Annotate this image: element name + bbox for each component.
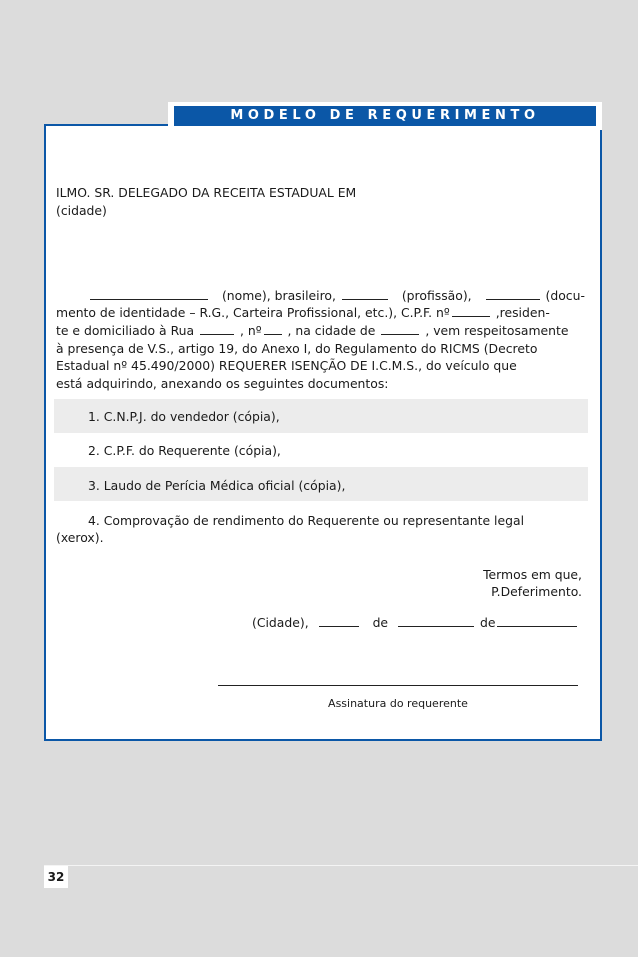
body-line-5: Estadual nº 45.490/2000) REQUERER ISENÇÃO DE I.C.M.S., do veículo que	[56, 358, 517, 373]
cpf-blank	[452, 315, 490, 317]
body-line-3: te e domiciliado à Rua , nº , na cidade de , vem respeitosamente	[56, 323, 569, 338]
body-line-2: mento de identidade – R.G., Carteira Profissional, etc.), C.P.F. nº ,residen-	[56, 305, 550, 320]
list-item: 3. Laudo de Perícia Médica oficial (cópia),	[88, 478, 346, 493]
day-blank	[319, 625, 359, 627]
closing-line-1: Termos em que,	[483, 567, 582, 582]
body-line-6: está adquirindo, anexando os seguintes documentos:	[56, 376, 389, 391]
list-item: 4. Comprovação de rendimento do Requerente ou representante legal	[88, 513, 525, 528]
month-blank	[398, 625, 474, 627]
addressee-city: (cidade)	[56, 203, 107, 218]
signature-caption: Assinatura do requerente	[328, 697, 468, 710]
list-item-continuation: (xerox).	[56, 530, 104, 545]
banner-title: MODELO DE REQUERIMENTO	[174, 106, 596, 126]
document-blank	[486, 298, 540, 300]
year-blank	[497, 625, 577, 627]
date-line: (Cidade), de de	[252, 614, 579, 632]
list-item: 2. C.P.F. do Requerente (cópia),	[88, 443, 281, 458]
number-blank	[264, 333, 282, 335]
profession-blank	[342, 298, 388, 300]
page-number: 32	[44, 866, 68, 888]
body-line-4: à presença de V.S., artigo 19, do Anexo I, do Regulamento do RICMS (Decreto	[56, 341, 538, 356]
closing-line-2: P.Deferimento.	[491, 584, 582, 599]
city-blank	[381, 333, 419, 335]
banner	[168, 102, 602, 130]
street-blank	[200, 333, 234, 335]
signature-line	[218, 685, 578, 686]
addressee-line: ILMO. SR. DELEGADO DA RECEITA ESTADUAL EM	[56, 185, 357, 200]
body-line-1: (nome), brasileiro, (profissão), (docu-	[88, 287, 585, 305]
name-blank	[90, 298, 208, 300]
list-item: 1. C.N.P.J. do vendedor (cópia),	[88, 409, 280, 424]
footer-divider	[44, 865, 638, 866]
